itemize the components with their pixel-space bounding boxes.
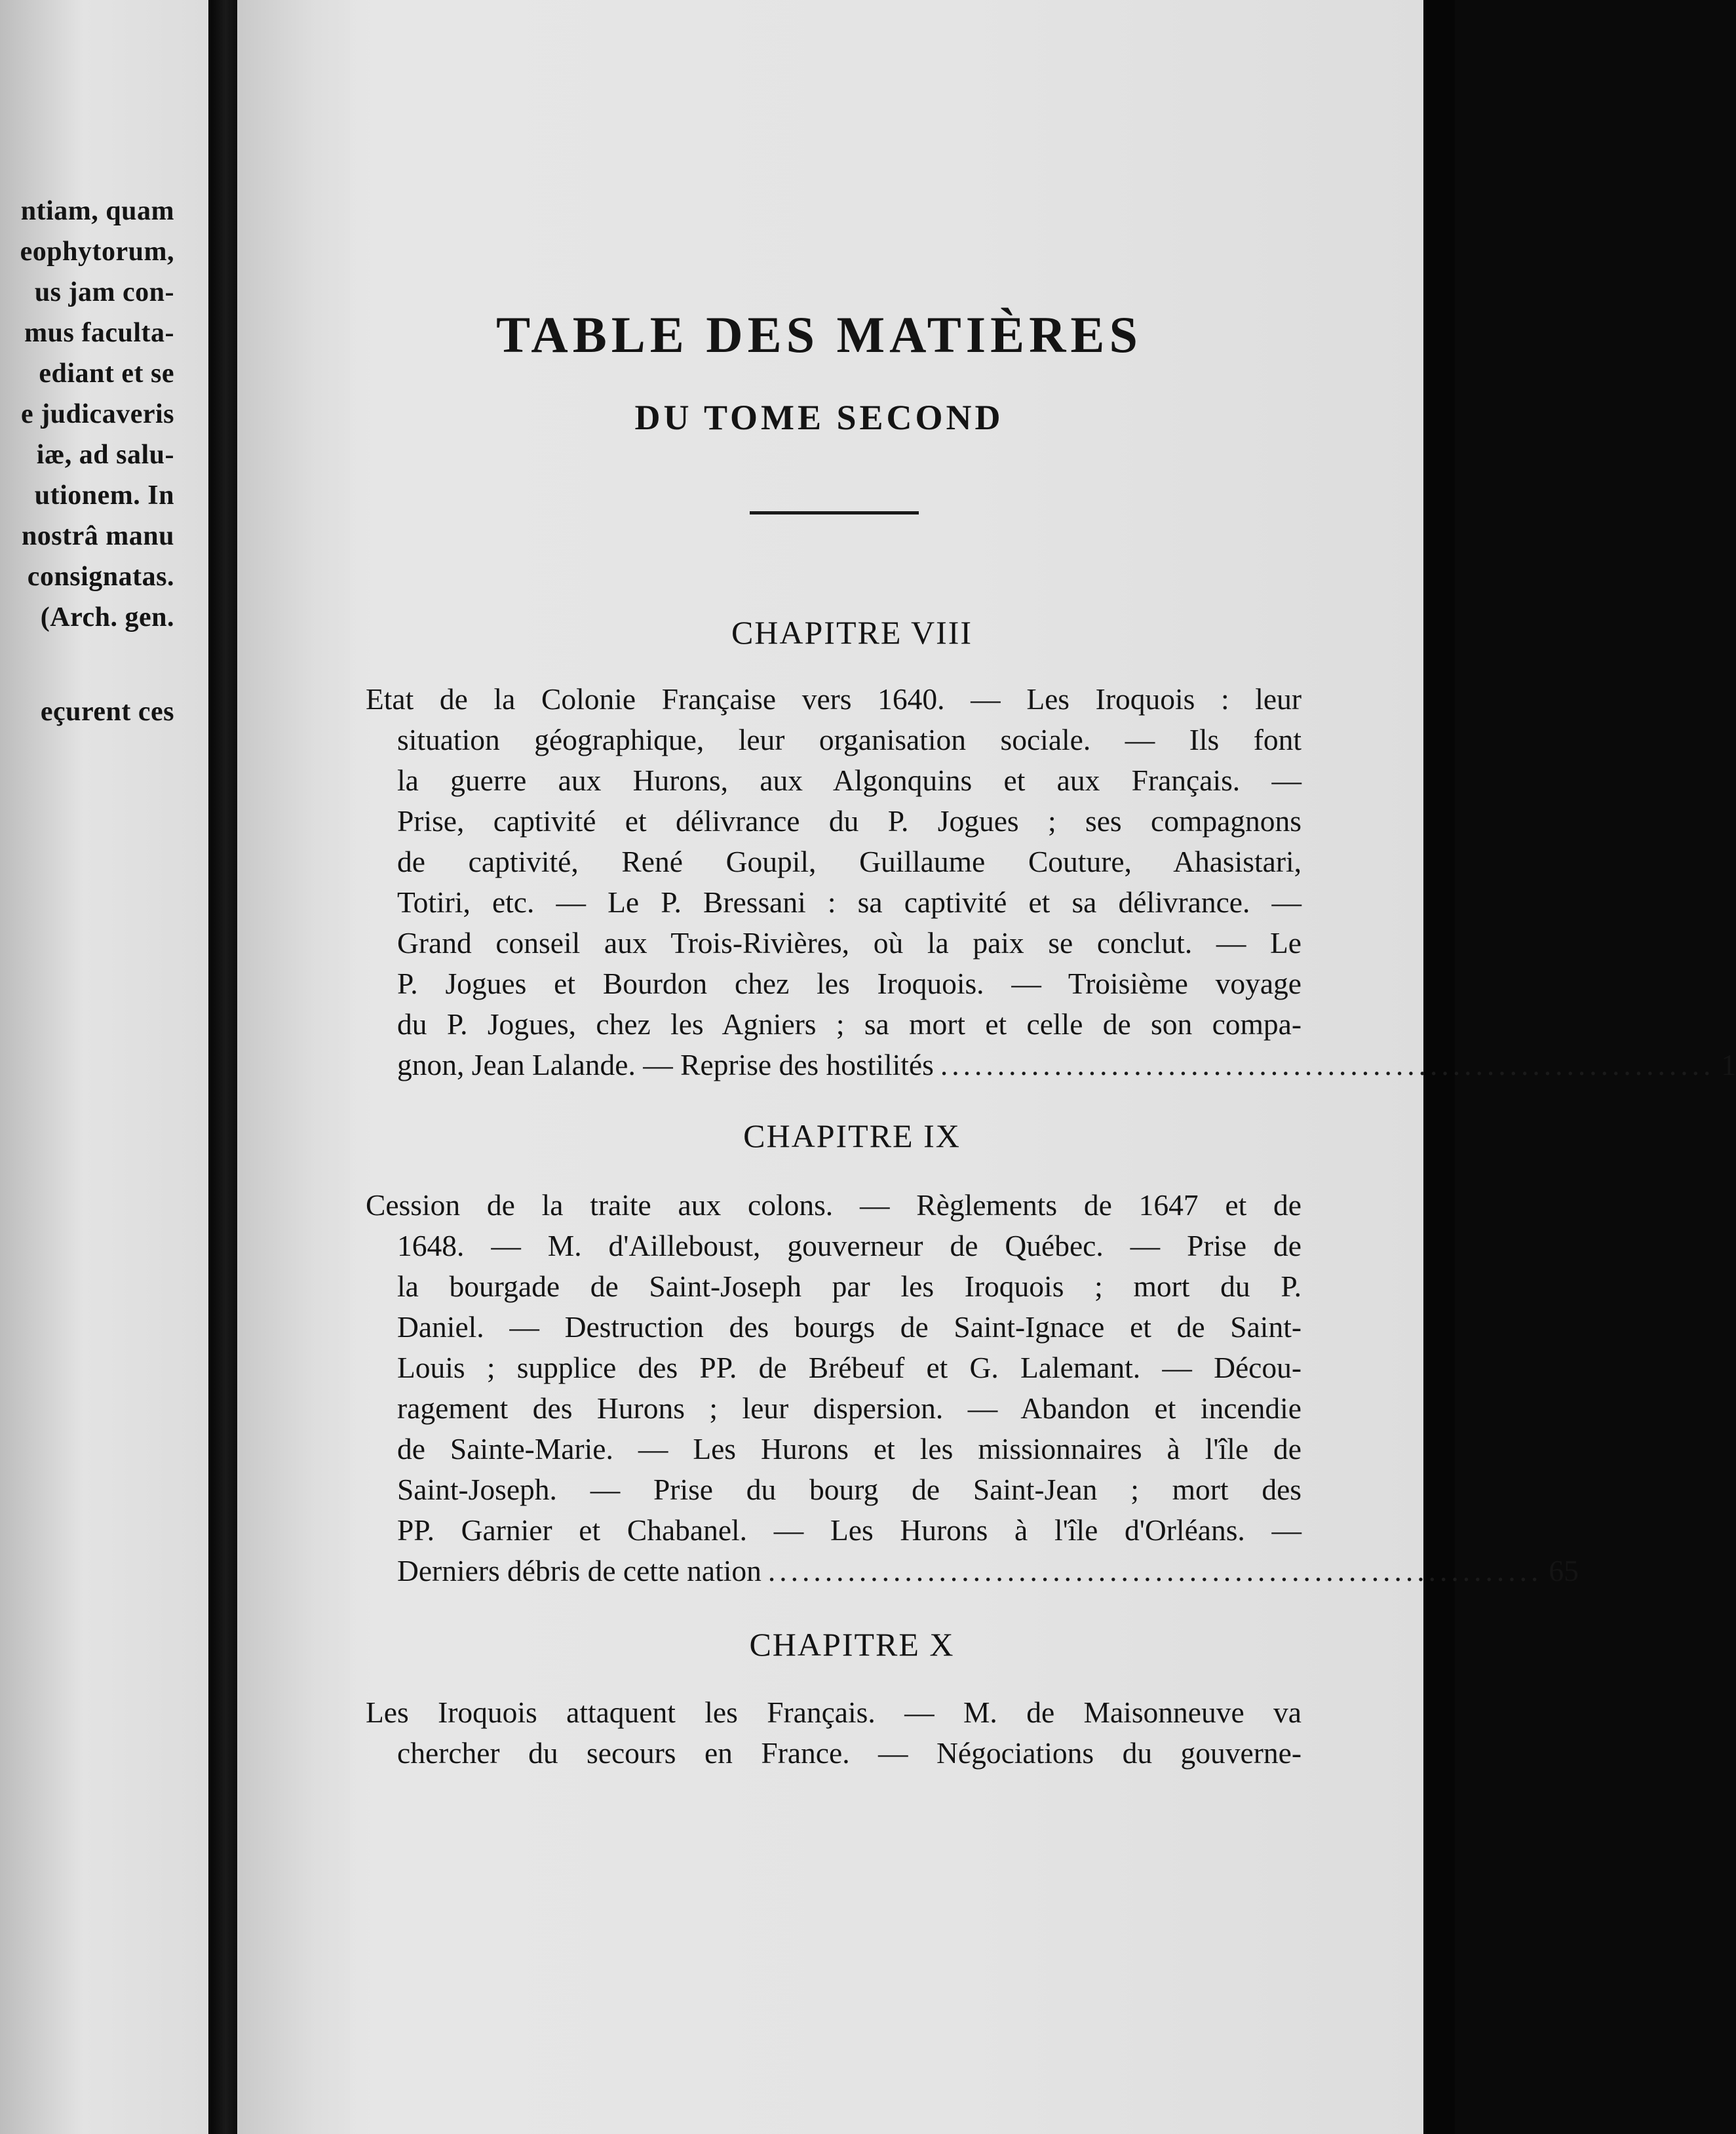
previous-page-line: iæ, ad salu- (36, 440, 174, 470)
previous-page-fragment (0, 0, 208, 2134)
summary-line: Louis ; supplice des PP. de Brébeuf et G. Lalemant. — Décou- (397, 1351, 1302, 1384)
previous-page-line: ntiam, quam (20, 196, 174, 226)
page-subtitle: DU TOME SECOND (634, 398, 1004, 437)
dot-leader: .................................................................... (940, 1048, 1715, 1081)
previous-page-line: mus faculta- (24, 318, 174, 348)
previous-page-line: utionem. In (34, 480, 174, 511)
summary-line: Saint-Joseph. — Prise du bourg de Saint-Jean ; mort des (397, 1473, 1302, 1506)
previous-page-line: eophytorum, (20, 237, 174, 267)
summary-line: Grand conseil aux Trois-Rivières, où la paix se conclut. — Le (397, 926, 1302, 960)
page-number: 1 (1721, 1048, 1736, 1081)
summary-line: de captivité, René Goupil, Guillaume Couture, Ahasistari, (397, 845, 1302, 878)
summary-line: Etat de la Colonie Française vers 1640. — Les Iroquois : leur (366, 682, 1302, 716)
page-number: 65 (1549, 1554, 1579, 1587)
dot-leader: .................................................................... (767, 1554, 1543, 1587)
summary-line: la bourgade de Saint-Joseph par les Iroquois ; mort du P. (397, 1270, 1302, 1303)
book-gutter (208, 0, 237, 2134)
page-margin-shading (237, 0, 350, 2134)
chapter-heading: CHAPITRE IX (743, 1117, 961, 1154)
summary-last-line (397, 1045, 1736, 1085)
summary-last-line (397, 1551, 1579, 1591)
summary-line: gnon, Jean Lalande. — Reprise des hostilités (397, 1048, 934, 1081)
previous-page-line: consignatas. (27, 562, 174, 592)
summary-line: Derniers débris de cette nation (397, 1554, 762, 1587)
page-title: TABLE DES MATIÈRES (496, 306, 1142, 363)
summary-line: Daniel. — Destruction des bourgs de Saint-Ignace et de Saint- (397, 1310, 1302, 1344)
previous-page-line: (Arch. gen. (40, 602, 174, 632)
previous-page-line: e judicaveris (21, 399, 174, 429)
summary-line: Les Iroquois attaquent les Français. — M. de Maisonneuve va (366, 1696, 1302, 1729)
summary-line: situation géographique, leur organisation sociale. — Ils font (397, 723, 1302, 756)
summary-line: P. Jogues et Bourdon chez les Iroquois. — Troisième voyage (397, 967, 1302, 1000)
previous-page-line: ediant et se (39, 359, 174, 389)
summary-line: chercher du secours en France. — Négociations du gouverne- (397, 1736, 1302, 1770)
chapter-heading: CHAPITRE X (749, 1626, 955, 1663)
chapter-summary (366, 1185, 1579, 1591)
summary-line: de Sainte-Marie. — Les Hurons et les missionnaires à l'île de (397, 1432, 1302, 1465)
summary-line: Cession de la traite aux colons. — Règlements de 1647 et de (366, 1188, 1302, 1222)
summary-line: la guerre aux Hurons, aux Algonquins et aux Français. — (397, 764, 1302, 797)
chapter-heading: CHAPITRE VIII (731, 614, 973, 651)
title-divider (750, 511, 919, 514)
previous-page-line: nostrâ manu (21, 521, 174, 551)
summary-line: du P. Jogues, chez les Agniers ; sa mort et celle de son compa- (397, 1007, 1302, 1041)
previous-page-line: eçurent ces (40, 697, 174, 727)
chapter-summary (366, 679, 1736, 1085)
summary-line: ragement des Hurons ; leur dispersion. — Abandon et incendie (397, 1391, 1302, 1425)
chapter-summary (366, 1692, 1302, 1774)
summary-line: PP. Garnier et Chabanel. — Les Hurons à l'île d'Orléans. — (397, 1513, 1302, 1547)
summary-line: Totiri, etc. — Le P. Bressani : sa captivité et sa délivrance. — (397, 885, 1302, 919)
summary-line: 1648. — M. d'Ailleboust, gouverneur de Québec. — Prise de (397, 1229, 1302, 1262)
previous-page-line: us jam con- (34, 277, 174, 307)
summary-line: Prise, captivité et délivrance du P. Jogues ; ses compagnons (397, 804, 1302, 838)
